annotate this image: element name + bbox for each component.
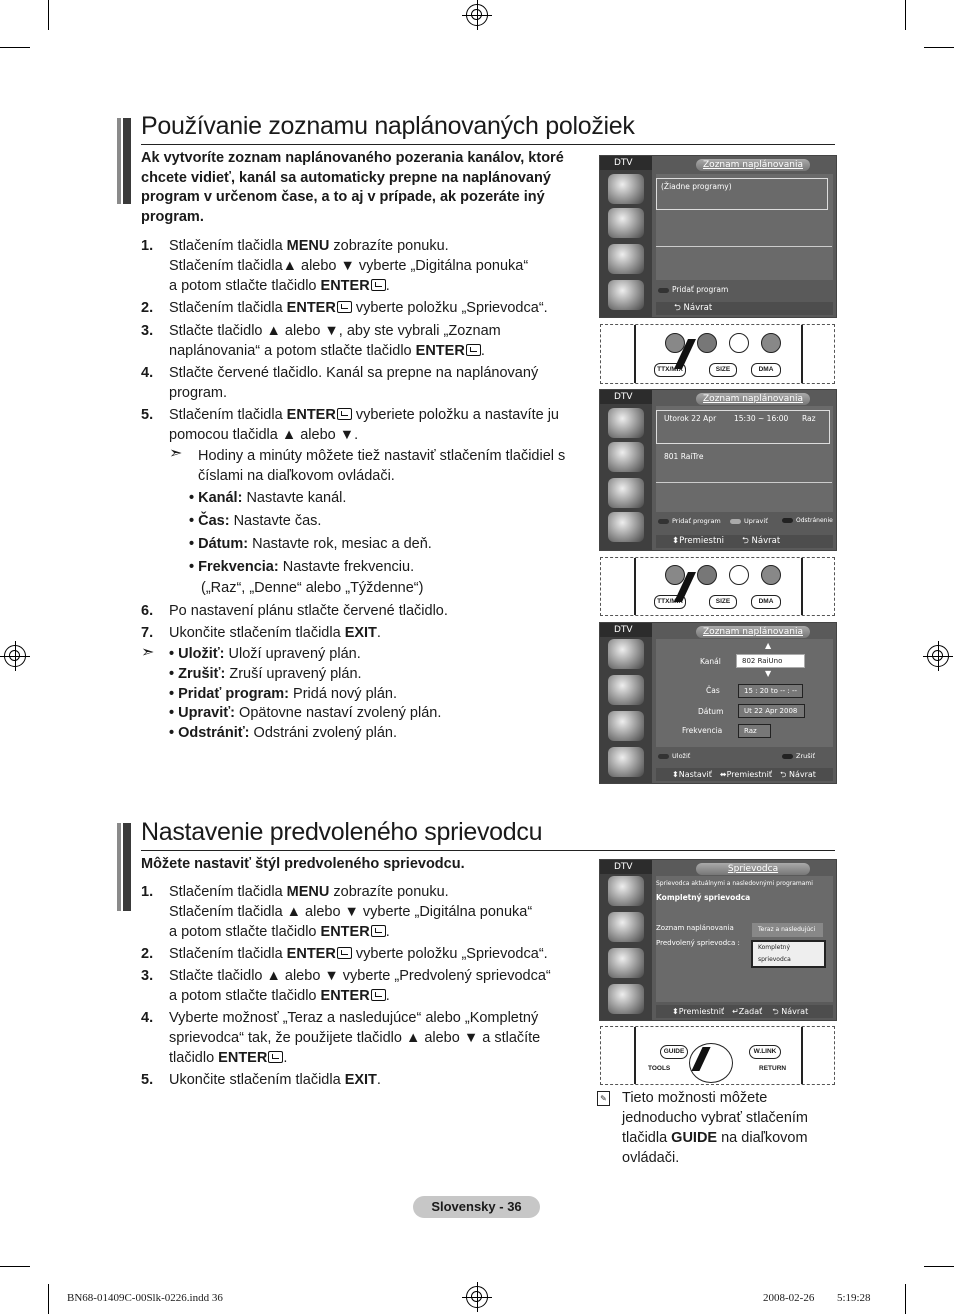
input-icon xyxy=(608,984,644,1014)
step-line: Stlačením tlačidla MENU zobrazíte ponuku. xyxy=(169,238,449,254)
remote-illustration xyxy=(600,557,835,616)
picture-icon xyxy=(608,442,644,472)
tv-screen-guide: DTV Sprievodca Sprievodca aktuálnymi a nasledovnými programami Kompletný sprievodca Zoznam naplánovania Predvolený sprievodca : Teraz a nasledujúci Kompletný sprievodca ⬍Premiestniť ↵Zadať ⮌ Návrat xyxy=(599,859,837,1021)
picture-icon xyxy=(608,208,644,238)
enter-icon xyxy=(337,408,352,420)
tv-screen-schedule-list: DTV Zoznam naplánovania Utorok 22 Apr 15:30 ~ 16:00 Raz 801 RaiTre Pridať program Upraviť Odstránenie ⬍Premiestni ⮌ Návrat xyxy=(599,389,837,551)
frequency-field[interactable]: Raz xyxy=(738,724,771,738)
enter-icon xyxy=(466,344,481,356)
enter-icon xyxy=(337,301,352,313)
note-icon: ✎ xyxy=(597,1091,610,1106)
bullet-list: • Kanál: Nastavte kanál. • Čas: Nastavte čas. • Dátum: Nastavte rok, mesiac a deň. • Frekvencia: Nastavte frekvenciu. („Raz“, „Denne“ alebo „Týždenne“) xyxy=(189,490,432,596)
remote-illustration: GUIDE W.LINK TOOLS RETURN xyxy=(600,1026,835,1085)
antenna-icon xyxy=(608,174,644,204)
return-icon: ⮌ xyxy=(742,536,749,546)
section-title: Nastavenie predvoleného sprievodcu xyxy=(141,818,543,846)
red-button-icon xyxy=(658,288,669,293)
tv-screen-schedule-empty: DTV Zoznam naplánovania (Žiadne programy) Pridať program ⮌ Návrat xyxy=(599,155,837,318)
enter-icon: ↵ xyxy=(732,1007,739,1016)
schedule-list: (Žiadne programy) xyxy=(656,178,828,210)
enter-icon xyxy=(268,1051,283,1063)
guide-button: GUIDE xyxy=(660,1045,688,1059)
time-field[interactable]: 15 : 20 to -- : -- xyxy=(738,684,803,698)
screen-header: Zoznam naplánovania xyxy=(696,159,810,171)
ttx-mix-button: TTX/MIX xyxy=(654,595,686,609)
date-field[interactable]: Ut 22 Apr 2008 xyxy=(738,704,805,718)
section-intro: Ak vytvoríte zoznam naplánovaného pozerania kanálov, ktoré chcete vidieť, kanál sa automaticky prepne na naplánovaný program v určenom čase, a to aj v prípade, ak pozeráte iný program. xyxy=(141,150,564,225)
input-icon xyxy=(608,747,644,777)
dma-button: DMA xyxy=(751,363,781,377)
add-program-hint: Pridať program xyxy=(658,285,728,294)
size-button: SIZE xyxy=(709,363,737,377)
print-date: 2008-02-26 ￿￿ 5:19:28 xyxy=(763,1292,871,1304)
picture-icon xyxy=(608,675,644,705)
arrow-note-icon: ➣ xyxy=(169,445,183,462)
arrow-note-icon: ➣ xyxy=(141,644,155,661)
enter-icon xyxy=(371,989,386,1001)
option-full-guide[interactable]: Kompletný sprievodca xyxy=(751,940,826,968)
section-rule xyxy=(141,850,835,851)
ttx-mix-button: TTX/MIX xyxy=(654,363,686,377)
tv-screen-schedule-edit: DTV Zoznam naplánovania ▲ Kanál 802 RaiUno ▼ Čas 15 : 20 to -- : -- Dátum Ut 22 Apr 2008 Frekvencia Raz Uložiť Zrušiť ⬍Nastaviť ⬌Premiestniť ⮌ Návrat xyxy=(599,622,837,784)
section-marker xyxy=(117,118,131,204)
antenna-icon xyxy=(608,876,644,906)
updown-icon: ⬍ xyxy=(672,536,680,546)
gear-icon xyxy=(608,948,644,978)
yellow-button-icon xyxy=(782,518,793,523)
option-now-next[interactable]: Teraz a nasledujúci xyxy=(752,923,823,937)
registration-mark-icon xyxy=(466,4,488,26)
dma-button: DMA xyxy=(751,595,781,609)
file-slug: BN68-01409C-00Slk-0226.indd 36 xyxy=(67,1292,223,1304)
antenna-icon xyxy=(608,408,644,438)
return-icon: ⮌ xyxy=(674,303,681,313)
remote-illustration xyxy=(600,324,835,384)
registration-mark-icon xyxy=(927,645,949,667)
size-button: SIZE xyxy=(709,595,737,609)
channel-field[interactable]: 802 RaiUno xyxy=(736,654,805,668)
input-icon xyxy=(608,512,644,542)
wlink-button: W.LINK xyxy=(749,1045,781,1059)
page-number: Slovensky - 36 xyxy=(413,1196,540,1218)
section-title: Používanie zoznamu naplánovaných položiek xyxy=(141,112,635,140)
input-icon xyxy=(608,280,644,310)
enter-icon xyxy=(337,947,352,959)
section-intro: Môžete nastaviť štýl predvoleného sprievodcu. xyxy=(141,856,465,872)
up-arrow-icon: ▲ xyxy=(765,641,772,650)
gear-icon xyxy=(608,244,644,274)
red-button-icon xyxy=(658,754,669,759)
section-marker xyxy=(117,823,131,911)
down-arrow-icon: ▼ xyxy=(765,669,772,678)
registration-mark-icon xyxy=(466,1286,488,1308)
enter-icon xyxy=(371,925,386,937)
gear-icon xyxy=(608,711,644,741)
gear-icon xyxy=(608,478,644,508)
registration-mark-icon xyxy=(4,645,26,667)
green-button-icon xyxy=(782,754,793,759)
red-button-icon xyxy=(658,519,669,524)
picture-icon xyxy=(608,912,644,942)
green-button-icon xyxy=(730,519,741,524)
section-rule xyxy=(141,144,835,145)
enter-icon xyxy=(371,279,386,291)
antenna-icon xyxy=(608,639,644,669)
